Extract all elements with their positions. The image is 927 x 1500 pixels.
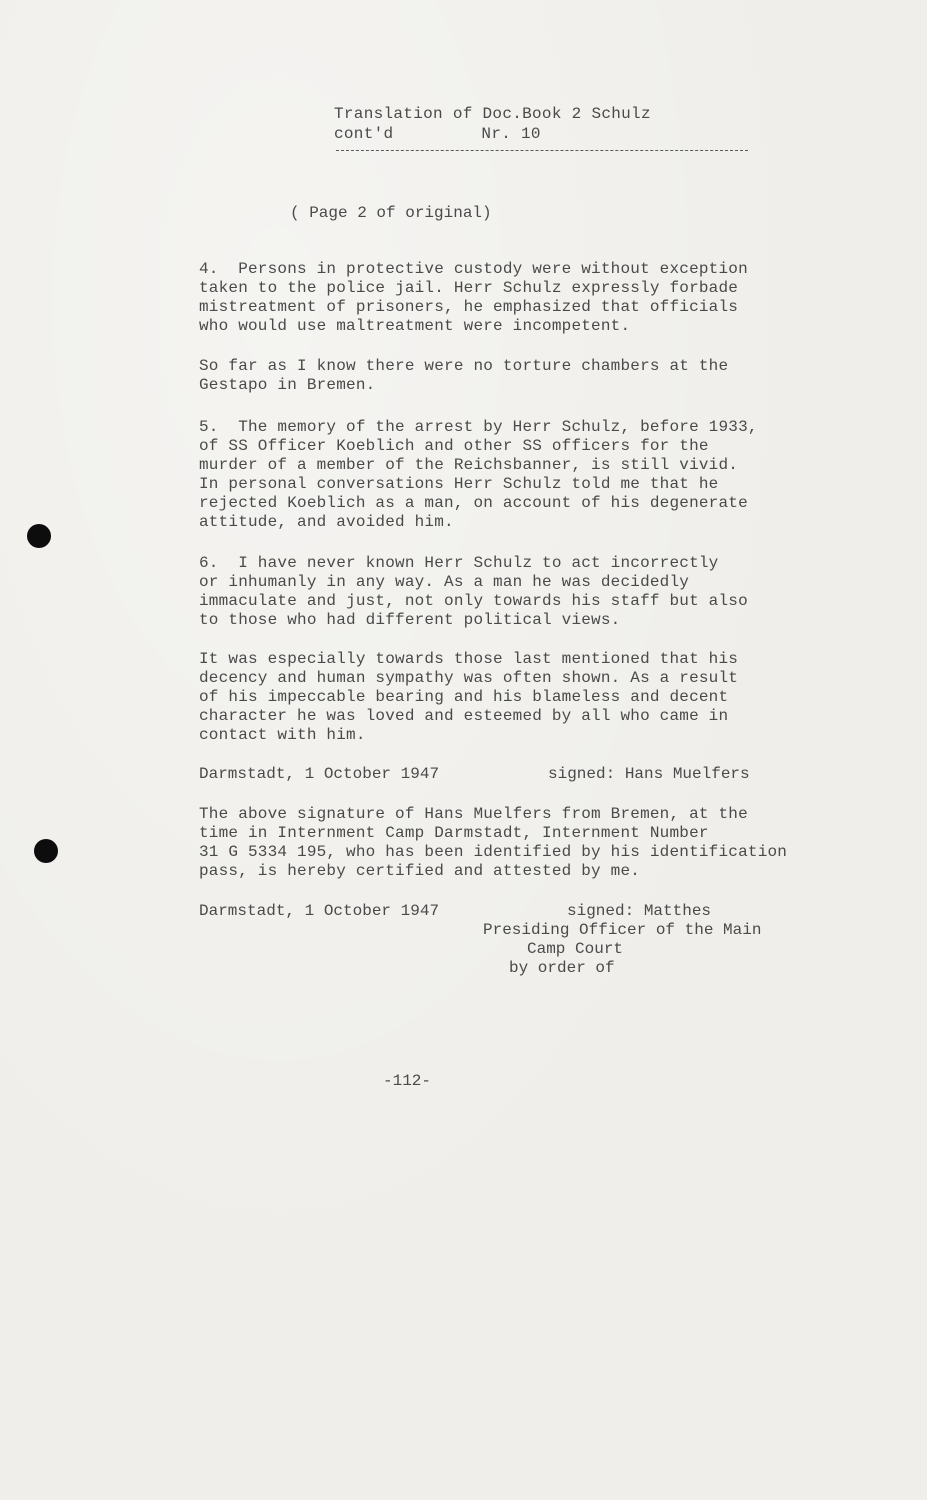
text-line: to those who had different political views. (199, 611, 621, 629)
text-line: murder of a member of the Reichsbanner, is still vivid. (199, 456, 739, 474)
text-line: of SS Officer Koeblich and other SS officers for the (199, 437, 709, 455)
paragraph-5 (199, 418, 879, 532)
text-line: immaculate and just, not only towards his staff but also (199, 592, 748, 610)
text-line: taken to the police jail. Herr Schulz expressly forbade (199, 279, 739, 297)
header-title: Translation of Doc.Book 2 Schulz (334, 105, 651, 123)
paragraph-decency (199, 650, 879, 745)
first-signature-date: Darmstadt, 1 October 1947 (199, 765, 440, 783)
signer-court: Camp Court (527, 940, 624, 958)
text-line: So far as I know there were no torture chambers at the (199, 357, 729, 375)
text-line: The above signature of Hans Muelfers from Bremen, at the (199, 805, 748, 823)
text-line: It was especially towards those last mentioned that his (199, 650, 739, 668)
text-line: of his impeccable bearing and his blameless and decent (199, 688, 729, 706)
header-contd: cont'd (334, 125, 394, 143)
document-header (334, 104, 651, 144)
text-line: In personal conversations Herr Schulz told me that he (199, 475, 719, 493)
paragraph-4 (199, 260, 879, 336)
text-line: character he was loved and esteemed by all who came in (199, 707, 729, 725)
second-signature: signed: Matthes (567, 902, 712, 920)
text-line: contact with him. (199, 726, 366, 744)
second-signature-block (483, 902, 761, 978)
text-line: pass, is hereby certified and attested by me. (199, 862, 641, 880)
header-number: Nr. 10 (481, 125, 541, 143)
first-signature: signed: Hans Muelfers (548, 765, 750, 783)
certification-paragraph (199, 805, 879, 881)
text-line: who would use maltreatment were incompetent. (199, 317, 631, 335)
second-signature-date: Darmstadt, 1 October 1947 (199, 902, 440, 920)
signer-title: Presiding Officer of the Main (483, 921, 762, 939)
text-line: decency and human sympathy was often shown. As a result (199, 669, 739, 687)
page-note: ( Page 2 of original) (290, 204, 492, 222)
text-line: 31 G 5334 195, who has been identified by his identification (199, 843, 788, 861)
header-divider (336, 150, 748, 151)
text-line: attitude, and avoided him. (199, 513, 454, 531)
text-line: 6. I have never known Herr Schulz to act incorrectly (199, 554, 719, 572)
text-line: 5. The memory of the arrest by Herr Schulz, before 1933, (199, 418, 758, 436)
text-line: or inhumanly in any way. As a man he was decidedly (199, 573, 690, 591)
page-number: -112- (383, 1072, 432, 1090)
text-line: 4. Persons in protective custody were without exception (199, 260, 748, 278)
punch-hole (34, 839, 58, 863)
text-line: time in Internment Camp Darmstadt, Internment Number (199, 824, 709, 842)
text-line: Gestapo in Bremen. (199, 376, 376, 394)
paragraph-6 (199, 554, 879, 630)
paragraph-gestapo (199, 357, 879, 395)
text-line: rejected Koeblich as a man, on account of his degenerate (199, 494, 748, 512)
text-line: mistreatment of prisoners, he emphasized that officials (199, 298, 739, 316)
punch-hole (27, 524, 51, 548)
signer-order: by order of (509, 959, 615, 977)
